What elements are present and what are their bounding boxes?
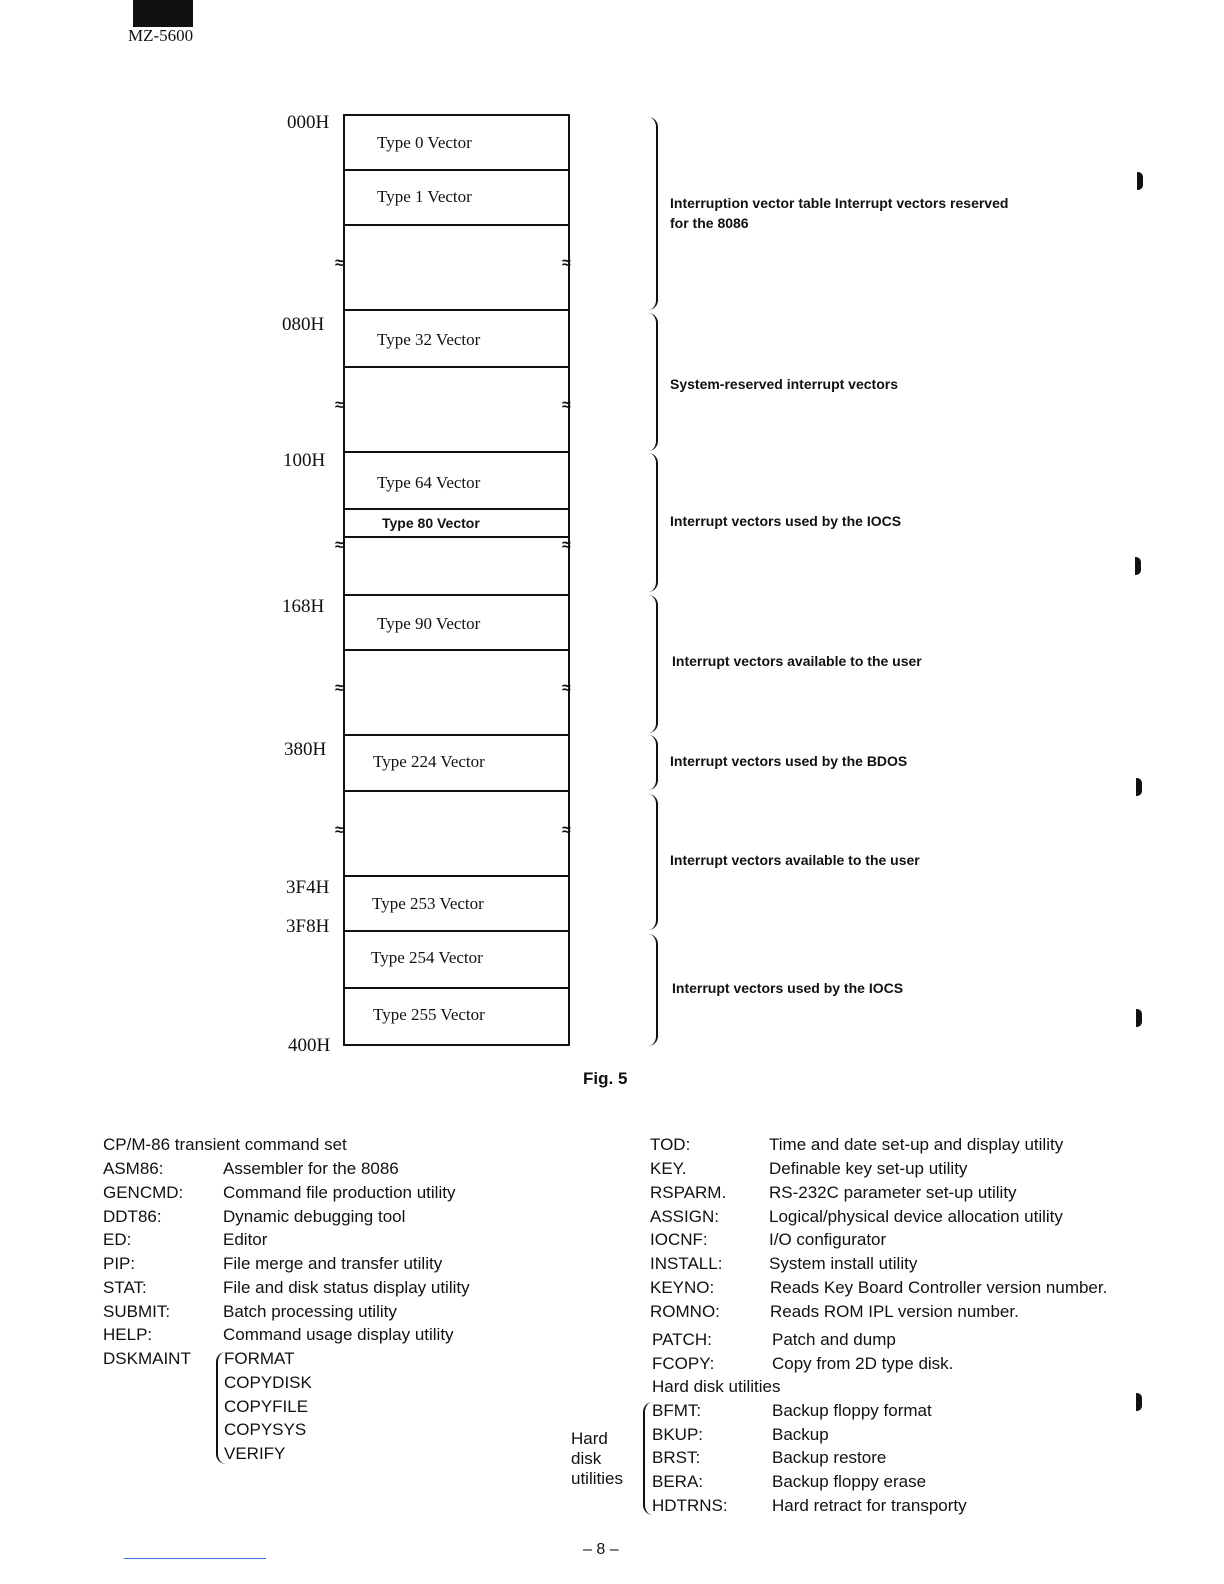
omitted-range	[343, 651, 570, 735]
command-name: BKUP:	[652, 1425, 704, 1444]
command-name: FCOPY:	[652, 1354, 715, 1373]
address-400H: 400H	[288, 1035, 331, 1056]
command-name: KEY.	[650, 1159, 687, 1178]
command-name: RSPARM.	[650, 1183, 727, 1202]
brace	[648, 934, 658, 1046]
header-block	[133, 0, 193, 27]
command-desc: Backup restore	[772, 1448, 887, 1467]
vector-label: Type 224 Vector	[373, 752, 485, 771]
command-name: DDT86:	[103, 1207, 162, 1226]
command-set-title: CP/M-86 transient command set	[103, 1135, 347, 1154]
note-iocs: Interrupt vectors used by the IOCS	[672, 980, 904, 996]
command-name: HELP:	[103, 1325, 153, 1344]
brace	[648, 453, 658, 592]
command-desc: Logical/physical device allocation utility	[769, 1207, 1063, 1226]
page-number: – 8 –	[583, 1541, 619, 1558]
command-desc: Definable key set-up utility	[769, 1159, 968, 1178]
command-desc: Reads ROM IPL version number.	[770, 1302, 1019, 1321]
dskmaint-item: COPYSYS	[224, 1420, 307, 1439]
break-mark: ≈	[562, 537, 571, 554]
vector-cell	[343, 930, 570, 989]
address-3F4H: 3F4H	[286, 877, 330, 898]
vector-cell	[343, 594, 570, 651]
omitted-range	[343, 368, 570, 452]
omitted-range	[343, 538, 570, 595]
address-080H: 080H	[282, 314, 325, 335]
command-desc: Dynamic debugging tool	[223, 1207, 406, 1226]
brace	[648, 735, 658, 790]
command-desc: RS-232C parameter set-up utility	[769, 1183, 1017, 1202]
vector-cell	[343, 451, 570, 510]
model-label: MZ-5600	[128, 26, 194, 45]
omitted-range	[343, 226, 570, 310]
command-desc: File merge and transfer utility	[223, 1254, 443, 1273]
omitted-range	[343, 792, 570, 876]
command-desc: Backup	[772, 1425, 829, 1444]
command-name: ED:	[103, 1230, 132, 1249]
command-desc: Copy from 2D type disk.	[772, 1354, 954, 1373]
break-mark: ≈	[335, 537, 344, 554]
break-mark: ≈	[562, 680, 571, 697]
margin-mark	[1135, 557, 1141, 575]
command-desc: Hard retract for transporty	[772, 1496, 967, 1515]
brace	[648, 794, 658, 930]
command-name: PATCH:	[652, 1330, 712, 1349]
note-user: Interrupt vectors available to the user	[670, 852, 920, 868]
dskmaint-item: VERIFY	[224, 1444, 286, 1463]
command-name: BERA:	[652, 1472, 704, 1491]
vector-label: Type 32 Vector	[377, 330, 481, 349]
break-mark: ≈	[335, 255, 344, 272]
break-mark: ≈	[335, 680, 344, 697]
command-name: HDTRNS:	[652, 1496, 728, 1515]
vector-cell	[343, 987, 570, 1046]
command-name: INSTALL:	[650, 1254, 723, 1273]
hard-disk-side-label: utilities	[571, 1469, 623, 1488]
command-desc: Assembler for the 8086	[223, 1159, 399, 1178]
footer-rule	[124, 1558, 266, 1559]
command-name: ASM86:	[103, 1159, 164, 1178]
command-desc: Batch processing utility	[223, 1302, 397, 1321]
address-380H: 380H	[284, 739, 327, 760]
vector-cell	[343, 508, 570, 538]
command-desc: Command usage display utility	[223, 1325, 454, 1344]
command-name: IOCNF:	[650, 1230, 708, 1249]
vector-cell	[343, 114, 570, 171]
vector-label: Type 0 Vector	[377, 133, 472, 152]
vector-cell	[343, 875, 570, 932]
brace	[648, 117, 658, 310]
margin-mark	[1136, 1393, 1142, 1411]
command-name: ROMNO:	[650, 1302, 720, 1321]
command-desc: Command file production utility	[223, 1183, 456, 1202]
address-000H: 000H	[287, 112, 330, 133]
command-desc: File and disk status display utility	[223, 1278, 470, 1297]
command-name: BRST:	[652, 1448, 701, 1467]
note-bdos: Interrupt vectors used by the BDOS	[670, 753, 908, 769]
address-3F8H: 3F8H	[286, 916, 330, 937]
break-mark: ≈	[562, 255, 571, 272]
dskmaint-item: COPYFILE	[224, 1397, 309, 1416]
command-name: BFMT:	[652, 1401, 702, 1420]
note-interruption-vector-table: Interruption vector table Interrupt vectors reserved	[670, 195, 1009, 211]
command-name: KEYNO:	[650, 1278, 715, 1297]
command-name: PIP:	[103, 1254, 136, 1273]
break-mark: ≈	[335, 397, 344, 414]
figure-caption: Fig. 5	[583, 1069, 628, 1088]
command-name: SUBMIT:	[103, 1302, 171, 1321]
break-mark: ≈	[562, 822, 571, 839]
vector-label: Type 80 Vector	[382, 515, 480, 531]
command-desc: System install utility	[769, 1254, 918, 1273]
vector-label: Type 253 Vector	[372, 894, 484, 913]
note-8086: for the 8086	[670, 215, 749, 231]
hard-disk-side-label: Hard	[571, 1429, 608, 1448]
command-desc: Patch and dump	[772, 1330, 896, 1349]
vector-label: Type 255 Vector	[373, 1005, 485, 1024]
command-name: STAT:	[103, 1278, 147, 1297]
hard-disk-title: Hard disk utilities	[652, 1377, 781, 1396]
command-desc: Backup floppy format	[772, 1401, 932, 1420]
note-system-reserved: System-reserved interrupt vectors	[670, 376, 898, 392]
command-name: TOD:	[650, 1135, 691, 1154]
dskmaint-name: DSKMAINT	[103, 1349, 191, 1368]
dskmaint-item: COPYDISK	[224, 1373, 312, 1392]
margin-mark	[1137, 172, 1143, 190]
vector-label: Type 1 Vector	[377, 187, 472, 206]
break-mark: ≈	[562, 397, 571, 414]
dskmaint-item: FORMAT	[224, 1349, 295, 1368]
command-name: ASSIGN:	[650, 1207, 719, 1226]
command-desc: Time and date set-up and display utility	[769, 1135, 1064, 1154]
note-iocs: Interrupt vectors used by the IOCS	[670, 513, 902, 529]
vector-label: Type 90 Vector	[377, 614, 481, 633]
address-100H: 100H	[283, 450, 326, 471]
vector-cell	[343, 309, 570, 368]
margin-mark	[1136, 778, 1142, 796]
margin-mark	[1136, 1009, 1142, 1027]
note-user: Interrupt vectors available to the user	[672, 653, 922, 669]
command-name: GENCMD:	[103, 1183, 184, 1202]
command-desc: Backup floppy erase	[772, 1472, 927, 1491]
command-desc: I/O configurator	[769, 1230, 887, 1249]
vector-label: Type 254 Vector	[371, 948, 483, 967]
hard-disk-side-label: disk	[571, 1449, 602, 1468]
command-desc: Reads Key Board Controller version number.	[770, 1278, 1108, 1297]
brace	[648, 313, 658, 451]
command-desc: Editor	[223, 1230, 268, 1249]
brace	[648, 595, 658, 733]
vector-label: Type 64 Vector	[377, 473, 481, 492]
vector-cell	[343, 169, 570, 226]
break-mark: ≈	[335, 822, 344, 839]
address-168H: 168H	[282, 596, 325, 617]
vector-cell	[343, 734, 570, 792]
